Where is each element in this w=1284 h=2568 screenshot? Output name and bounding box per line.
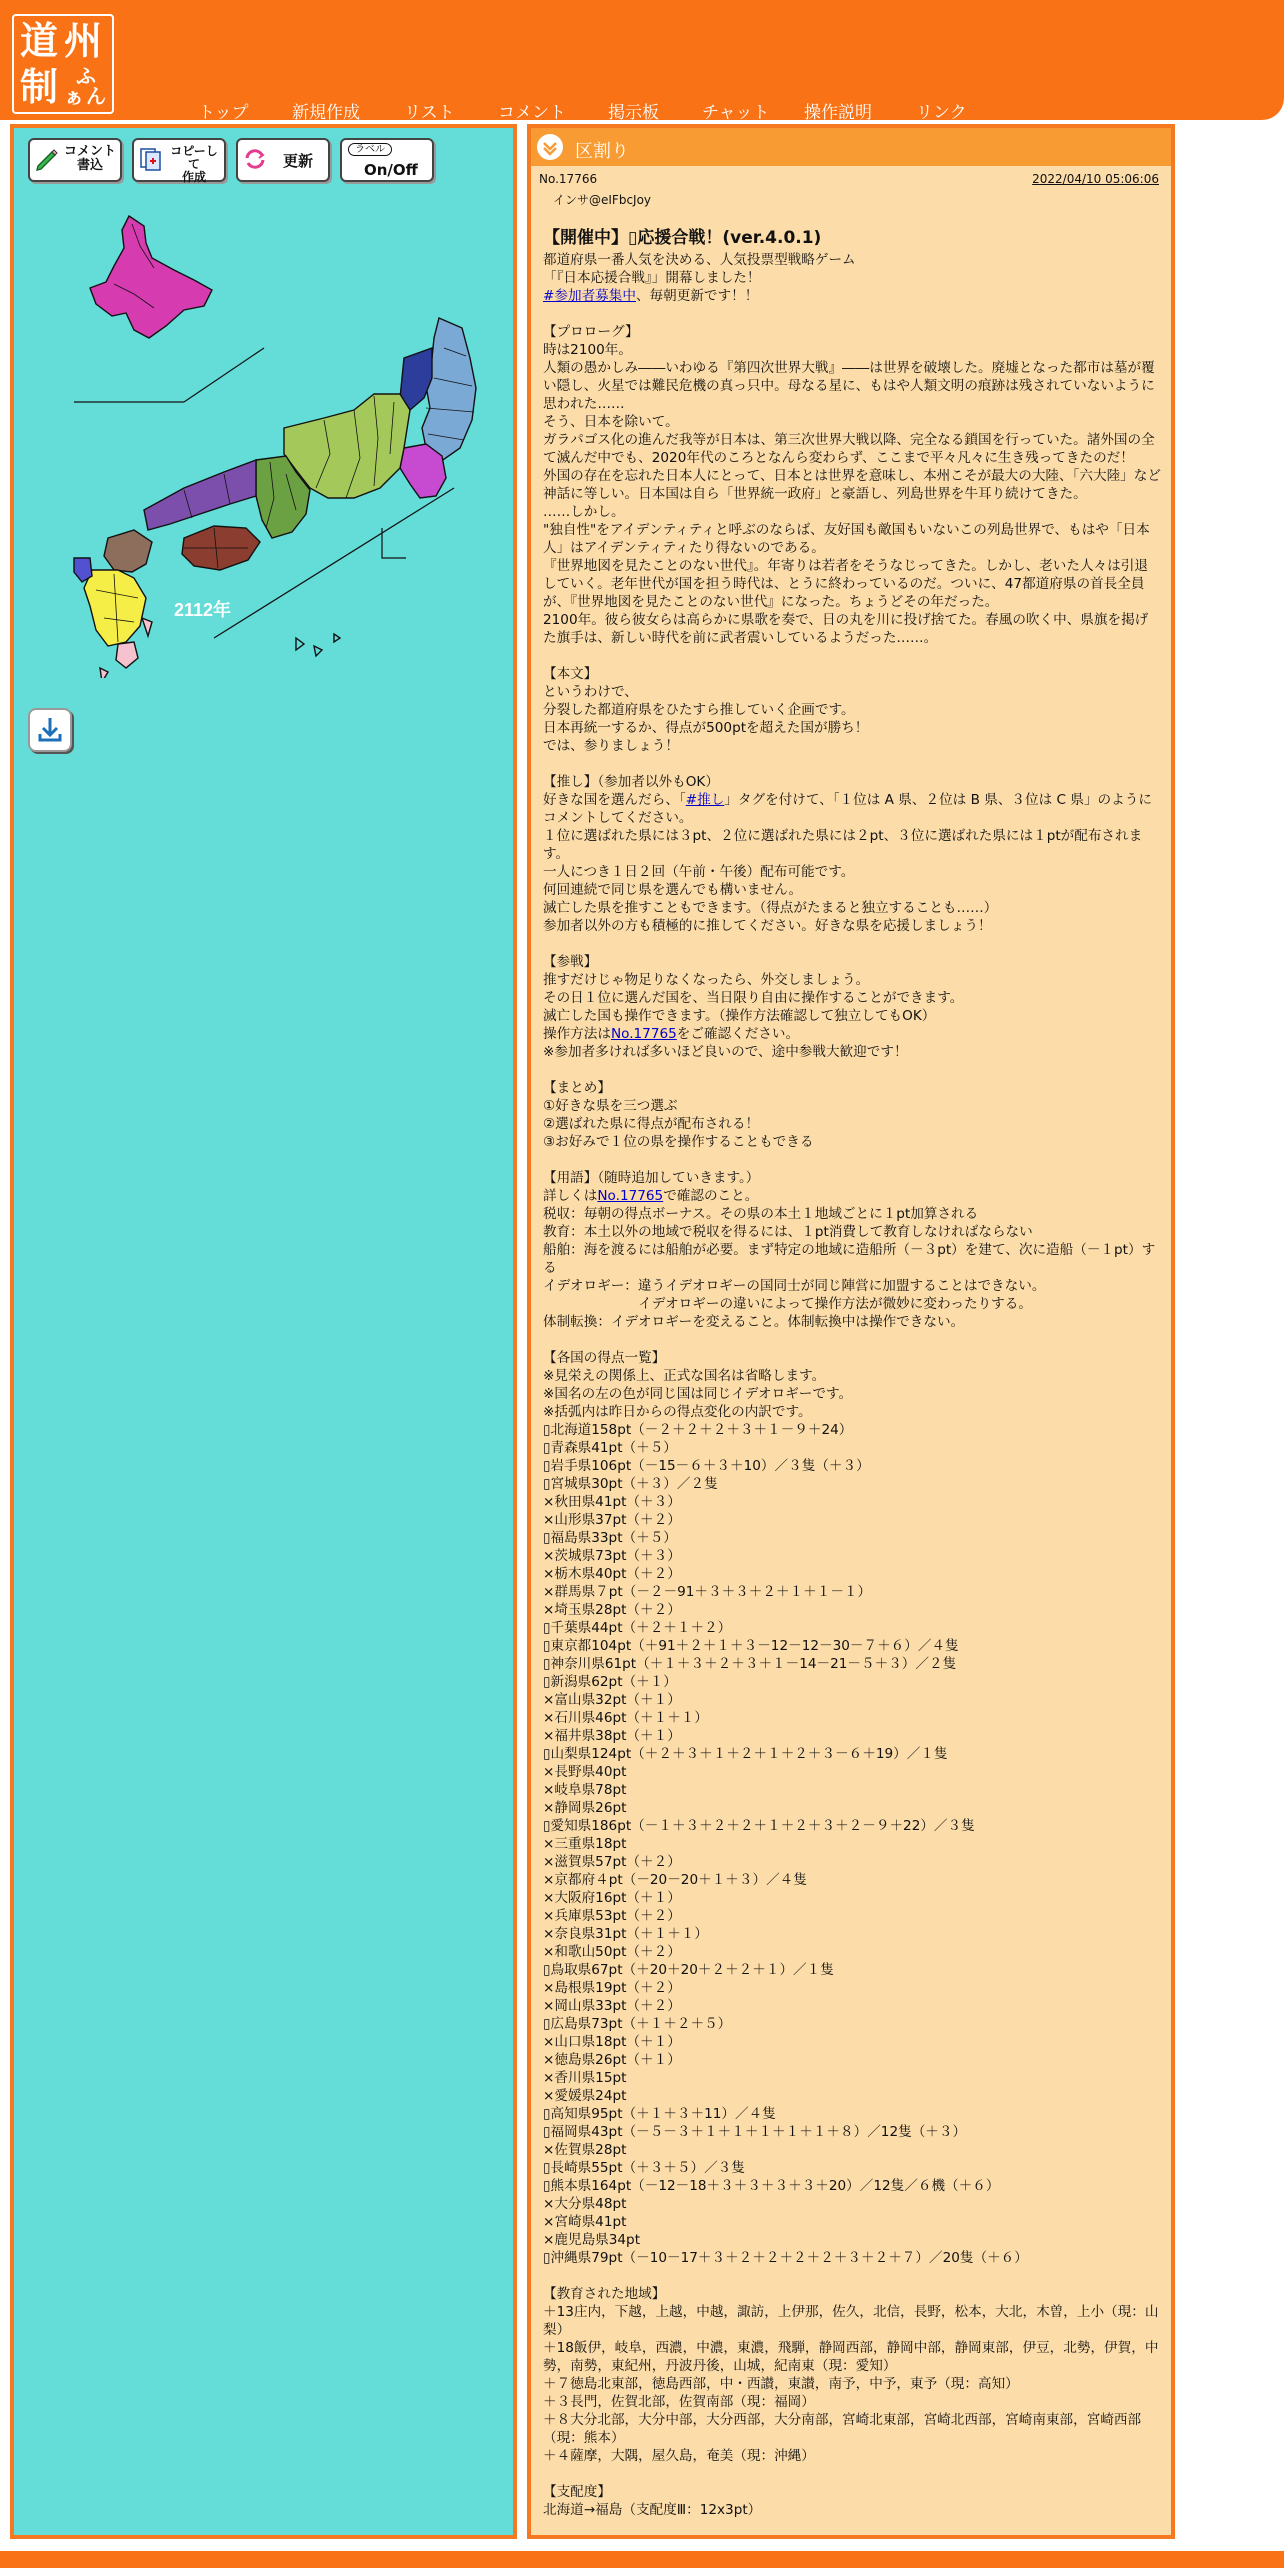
post-line: 【推し】（参加者以外もOK）	[543, 774, 719, 790]
nav-list[interactable]: リスト	[404, 103, 455, 123]
post-line: 参加者以外の方も積極的に推してください。好きな県を応援しましょう！	[543, 918, 992, 934]
post-line: ×徳島県26pt（＋１）	[543, 2052, 681, 2068]
download-icon	[30, 710, 70, 750]
pencil-icon	[34, 146, 60, 172]
post-line: ▯東京都104pt（＋91＋２＋１＋３－12－12－30－７＋６）／４隻	[543, 1638, 959, 1654]
post-line	[543, 647, 1161, 665]
post-line: 『世界地図を見たことのない世代』。年寄りは若者をそうなじってきた。しかし、老いた人々は引退していく。老年世代が国を担う時代は、とうに終わっているのだ。ついに、47都道府県の首長全員が、『世界地図を見たことのない世代』になった。ちょうどその年だった。	[543, 558, 1148, 610]
post-line: #参加者募集中、毎朝更新です！！	[543, 288, 759, 304]
post-line: 一人につき１日２回（午前・午後）配布可能です。	[543, 864, 855, 880]
post-link[interactable]: No.17765	[597, 1188, 664, 1204]
post-line: ×兵庫県53pt（＋２）	[543, 1908, 681, 1924]
post-title: 【開催中】▯応援合戦！(ver.4.0.1)	[543, 228, 822, 248]
post-line: というわけで、	[543, 684, 638, 700]
post-line: ③お好みで１位の県を操作することもできる	[543, 1134, 814, 1150]
logo-char: 制	[20, 65, 59, 109]
post-category: 区割り	[575, 141, 629, 162]
nav-chat[interactable]: チャット	[702, 103, 770, 123]
post-line: 時は2100年。	[543, 342, 632, 358]
copy-label-2: 作成	[181, 170, 206, 185]
post-line: 滅亡した県を推すこともできます。（得点がたまると独立することも……）	[543, 900, 998, 916]
post-line: ×大分県48pt	[543, 2196, 627, 2212]
post-line: ×島根県19pt（＋２）	[543, 1980, 681, 1996]
post-link[interactable]: No.17765	[610, 1026, 677, 1042]
post-line: ×奈良県31pt（＋１＋１）	[543, 1926, 708, 1942]
nav-comment[interactable]: コメント	[498, 103, 566, 123]
post-line: ▯福岡県43pt（－５－３＋１＋１＋１＋１＋１＋８）／12隻（＋３）	[543, 2124, 967, 2140]
site-logo[interactable]	[12, 14, 114, 114]
post-line: ×石川県46pt（＋１＋１）	[543, 1710, 708, 1726]
nav-new[interactable]: 新規作成	[292, 103, 360, 123]
post-line: ガラパゴス化の進んだ我等が日本は、第三次世界大戦以降、完全なる鎖国を行っていた。諸外国の全て滅んだ中でも、2020年代のころとなんら変わらず、ここまで平々凡々に生き残ってきたのだ！ 外国の存在を忘れた日本人にとって、日本とは世界を意味し、本州こそが最大の大陸、「六大陸」など神話に等しい。日本国は自ら「世界統一政府」と豪語し、列島世界を牛耳り続けてきた。	[543, 432, 1161, 502]
refresh-button[interactable]	[236, 138, 330, 182]
post-author: インサ@eIFbcJoy	[553, 193, 652, 207]
post-line	[543, 2267, 1161, 2285]
post-line: ＋４薩摩，大隅，屋久島，奄美（現：沖縄）	[543, 2448, 815, 2464]
post-line: 税収：毎朝の得点ボーナス。その県の本土１地域ごとに１pt加算される	[543, 1206, 979, 1222]
post-line: 都道府県一番人気を決める、人気投票型戦略ゲーム	[543, 252, 856, 268]
kagoshima-region	[116, 642, 138, 668]
post-number: No.17766	[539, 172, 598, 186]
logo-char: 道	[20, 19, 59, 63]
post-line: １位に選ばれた県には３pt、２位に選ばれた県には２pt、３位に選ばれた県には１ptが配布されます。	[543, 828, 1143, 862]
post-line: 推すだけじゃ物足りなくなったら、外交しましょう。	[543, 972, 870, 988]
post-line: ▯新潟県62pt（＋１）	[543, 1674, 677, 1690]
copy-create-button[interactable]	[132, 138, 226, 185]
post-line: ▯高知県95pt（＋１＋３＋11）／４隻	[543, 2106, 776, 2122]
post-line: 【本文】	[543, 666, 598, 682]
post-line: その日１位に選んだ国を、当日限り自由に操作することができます。	[543, 990, 964, 1006]
post-line: ▯熊本県164pt（－12－18＋３＋３＋３＋３＋20）／12隻／６機（＋６）	[543, 2178, 1000, 2194]
post-line: "独自性"をアイデンティティと呼ぶのならば、友好国も敵国もいないこの列島世界で、もはや「日本人」はアイデンティティたり得ないのである。	[543, 522, 1150, 556]
chevron-down-icon	[537, 134, 563, 160]
post-line: 操作方法はNo.17765をご確認ください。	[543, 1026, 800, 1042]
post-line: 何回連続で同じ県を選んでも構いません。	[543, 882, 803, 898]
hokkaido-region	[90, 216, 212, 338]
post-header[interactable]	[531, 128, 1171, 166]
post-line: ×三重県18pt	[543, 1836, 627, 1852]
post-line: 分裂した都道府県をひたすら推していく企画です。	[543, 702, 855, 718]
post-line: 【用語】（随時追加していきます。）	[543, 1170, 760, 1186]
post-line: ②選ばれた県に得点が配布される！	[543, 1116, 760, 1132]
post-line: ×山形県37pt（＋２）	[543, 1512, 681, 1528]
tohoku-region	[422, 318, 476, 462]
post-line: ×岡山県33pt（＋２）	[543, 1998, 681, 2014]
map-panel	[10, 124, 517, 2539]
post-line: ①好きな県を三つ選ぶ	[543, 1098, 678, 1114]
post-line: 北海道→福島（支配度Ⅲ：12x3pt）	[543, 2502, 762, 2518]
post-line: ※参加者多ければ多いほど良いので、途中参戦大歓迎です！	[543, 1044, 908, 1060]
post-line: ×佐賀県28pt	[543, 2142, 627, 2158]
nav-manual[interactable]: 操作説明	[804, 103, 872, 123]
download-button[interactable]	[28, 708, 72, 752]
post-panel	[527, 124, 1175, 2539]
logo-char: 州	[64, 19, 103, 63]
post-line: ×栃木県40pt（＋２）	[543, 1566, 681, 1582]
post-line: ×埼玉県28pt（＋２）	[543, 1602, 681, 1618]
post-line: 【参戦】	[543, 954, 598, 970]
post-line: 【各国の得点一覧】	[543, 1350, 666, 1366]
post-line: ▯宮城県30pt（＋３）／２隻	[543, 1476, 718, 1492]
post-line: 【教育された地域】	[543, 2286, 666, 2302]
post-line: 人類の愚かしみ――いわゆる『第四次世界大戦』――は世界を破壊した。廃墟となった都市は墓が覆い隠し、火星では難民危機の真っ只中。母なる星に、もはや人類文明の痕跡は残されていないように思われた……	[543, 360, 1155, 412]
comment-write-button[interactable]	[28, 138, 122, 182]
post-line: 日本再統一するか、得点が500ptを超えた国が勝ち！	[543, 720, 869, 736]
post-line: イデオロギーの違いによって操作方法が微妙に変わったりする。	[543, 1296, 1032, 1312]
post-line: 好きな国を選んだら、「#推し」タグを付けて、「１位は A 県、２位は B 県、３位は C 県」のようにコメントしてください。	[543, 792, 1152, 826]
post-line	[543, 1061, 1161, 1079]
post-line: ×愛媛県24pt	[543, 2088, 627, 2104]
post-line: ×静岡県26pt	[543, 1800, 627, 1816]
kyushu-south-region	[84, 570, 146, 646]
refresh-label: 更新	[282, 152, 313, 170]
logo-char: ん	[86, 84, 106, 108]
post-line: では、参りましょう！	[543, 738, 679, 754]
post-line: ▯沖縄県79pt（－10－17＋３＋２＋２＋２＋２＋３＋２＋７）／20隻（＋６）	[543, 2250, 1028, 2266]
post-line: ×鹿児島県34pt	[543, 2232, 641, 2248]
post-line: ＋18飯伊，岐阜，西濃，中濃，東濃，飛騨，静岡西部，静岡中部，静岡東部，伊豆，北勢，伊賀，中勢，南勢，東紀州，丹波丹後，山城，紀南東（現：愛知）	[543, 2340, 1159, 2374]
post-date[interactable]: 2022/04/10 05:06:06	[1032, 172, 1159, 186]
post-line: ×富山県32pt（＋１）	[543, 1692, 681, 1708]
post-line: ×山口県18pt（＋１）	[543, 2034, 681, 2050]
post-link[interactable]: #推し	[685, 792, 725, 808]
post-line: 【まとめ】	[543, 1080, 611, 1096]
post-line: ▯北海道158pt（－２＋２＋２＋３＋１－９＋24）	[543, 1422, 853, 1438]
post-line: 体制転換：イデオロギーを変えること。体制転換中は操作できない。	[543, 1314, 965, 1330]
post-line: ×岐阜県78pt	[543, 1782, 627, 1798]
nagasaki-region	[74, 558, 92, 582]
post-line: 教育：本土以外の地域で税収を得るには、１pt消費して教育しなければならない	[543, 1224, 1033, 1240]
post-line: ×福井県38pt（＋１）	[543, 1728, 681, 1744]
post-line: そう、日本を除いて。	[543, 414, 679, 430]
comment-label-1: コメント	[63, 144, 116, 159]
comment-label-2: 書込	[76, 158, 103, 174]
site-header	[0, 0, 1284, 123]
refresh-icon	[242, 146, 268, 172]
post-line: ×大阪府16pt（＋１）	[543, 1890, 681, 1906]
post-line	[543, 1151, 1161, 1169]
post-line: ×秋田県41pt（＋３）	[543, 1494, 681, 1510]
post-line: ▯神奈川県61pt（＋１＋３＋２＋３＋１－14－21－５＋３）／２隻	[543, 1656, 957, 1672]
nav-board[interactable]: 掲示板	[608, 103, 659, 123]
post-line: ×和歌山50pt（＋２）	[543, 1944, 681, 1960]
post-line: ＋８大分北部，大分中部，大分西部，大分南部，宮崎北東部，宮崎北西部，宮崎南東部，宮崎西部（現：熊本）	[543, 2412, 1142, 2446]
logo-char: ぁ	[64, 84, 84, 108]
post-line: ×群馬県７pt（－２－91＋３＋３＋２＋１＋１－１）	[543, 1584, 872, 1600]
post-line: 【支配度】	[543, 2484, 611, 2500]
post-line: ＋７徳島北東部，徳島西部，中・西讃，東讃，南予，中予，東予（現：高知）	[543, 2376, 1019, 2392]
post-link[interactable]: #参加者募集中	[543, 288, 636, 304]
post-line	[543, 1331, 1161, 1349]
site-footer	[0, 2551, 1284, 2568]
post-line: イデオロギー：違うイデオロギーの国同士が同じ陣営に加盟することはできない。	[543, 1278, 1046, 1294]
chugoku-region	[144, 460, 256, 530]
label-toggle-button[interactable]	[340, 138, 434, 182]
post-line: 詳しくはNo.17765で確認のこと。	[543, 1188, 759, 1204]
post-line: ※見栄えの関係上、正式な国名は省略します。	[543, 1368, 826, 1384]
post-line: ▯愛知県186pt（－１＋３＋２＋２＋１＋２＋３＋２－９＋22）／３隻	[543, 1818, 975, 1834]
post-line: 「『日本応援合戦』」開幕しました！	[543, 270, 761, 286]
copy-label-1: コピーして	[170, 144, 218, 172]
post-line: ×京都府４pt（－20－20＋１＋３）／４隻	[543, 1872, 807, 1888]
post-line: 【プロローグ】	[543, 324, 639, 340]
post-line: ×宮崎県41pt	[543, 2214, 627, 2230]
post-line	[543, 2465, 1161, 2483]
post-line: ▯福島県33pt（＋５）	[543, 1530, 677, 1546]
post-line: ▯千葉県44pt（＋２＋１＋２）	[543, 1620, 732, 1636]
post-line	[543, 755, 1161, 773]
post-line: ＋３長門，佐賀北部，佐賀南部（現：福岡）	[543, 2394, 815, 2410]
logo-char: ふ	[76, 64, 96, 88]
post-line: ×滋賀県57pt（＋２）	[543, 1854, 681, 1870]
post-line: ×長野県40pt	[543, 1764, 627, 1780]
post-line: ▯広島県73pt（＋１＋２＋５）	[543, 2016, 732, 2032]
post-line: ＋13庄内，下越，上越，中越，諏訪，上伊那，佐久，北信，長野，松本，大北，木曽，上小（現：山梨）	[543, 2304, 1159, 2338]
post-line: ▯青森県41pt（＋５）	[543, 1440, 677, 1456]
post-line: ▯長崎県55pt（＋３＋５）／３隻	[543, 2160, 745, 2176]
label-toggle-text: On/Off	[364, 161, 418, 179]
label-tag: ラベル	[348, 143, 392, 156]
post-line: ×茨城県73pt（＋３）	[543, 1548, 681, 1564]
kyushu-north-region	[104, 530, 152, 572]
post-line: ……しかし。	[543, 504, 625, 520]
post-line	[543, 305, 1161, 323]
post-line: ▯岩手県106pt（－15－６＋３＋10）／３隻（＋３）	[543, 1458, 870, 1474]
map-year-label: 2112年	[174, 600, 232, 620]
post-body	[543, 251, 1161, 2519]
post-line	[543, 935, 1161, 953]
copy-icon	[138, 146, 164, 172]
post-line: ※括弧内は昨日からの得点変化の内訳です。	[543, 1404, 812, 1420]
post-line: 船舶：海を渡るには船舶が必要。まず特定の地域に造船所（－３pt）を建て、次に造船（－１pt）する	[543, 1242, 1156, 1276]
post-line: ×香川県15pt	[543, 2070, 627, 2086]
post-line: 2100年。彼ら彼女らは高らかに県歌を奏で、日の丸を川に投げ捨てた。春風の吹く中、県旗を掲げた旗手は、新しい時代を前に武者震いしているようだった……。	[543, 612, 1149, 646]
post-line: ▯山梨県124pt（＋２＋３＋１＋２＋１＋２＋３－６＋19）／１隻	[543, 1746, 948, 1762]
izu-islands	[296, 634, 340, 656]
post-line: ※国名の左の色が同じ国は同じイデオロギーです。	[543, 1386, 853, 1402]
post-line: 滅亡した国も操作できます。（操作方法確認して独立してもOK）	[543, 1008, 936, 1024]
nav-links[interactable]: リンク	[916, 103, 967, 123]
post-line: ▯鳥取県67pt（＋20＋20＋２＋２＋１）／１隻	[543, 1962, 834, 1978]
japan-map[interactable]	[34, 198, 504, 678]
nav-top[interactable]: トップ	[198, 103, 249, 123]
